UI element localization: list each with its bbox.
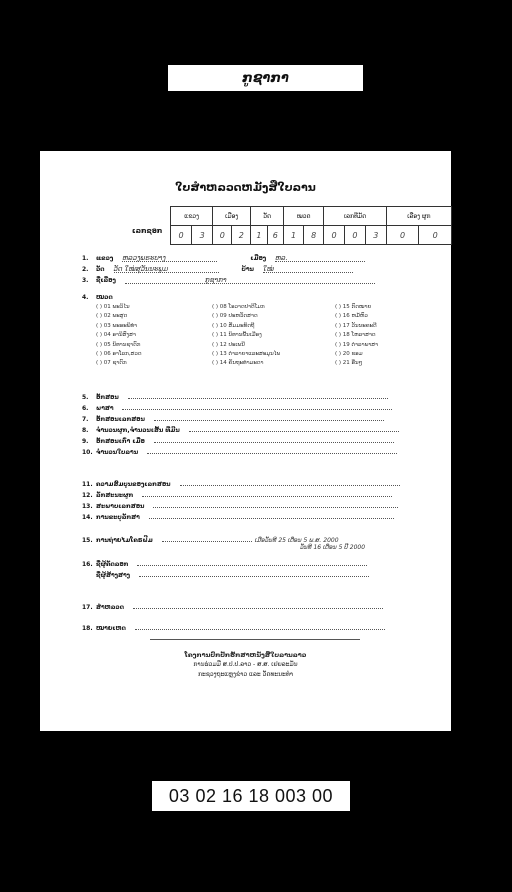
row-label: ເມືອງ — [250, 255, 267, 262]
row-copyist — [82, 558, 370, 568]
category-option[interactable]: ( ) 11 ນິທານພື້ນເມືອງ — [212, 332, 262, 339]
category-options-col2 — [212, 303, 280, 369]
row-number: 11. — [82, 481, 93, 488]
village-field[interactable] — [263, 265, 353, 273]
code-cell: 1 — [251, 226, 267, 245]
row-number: 2. — [82, 266, 89, 273]
category-option[interactable]: ( ) 09 ປະຫວັດສາດ — [212, 313, 258, 320]
city-value: ຫລ. — [275, 254, 288, 262]
province-value: ຫລວງພຣະບາງ — [122, 254, 166, 262]
row-number: 16. — [82, 561, 93, 568]
code-header: ວັດ — [251, 207, 284, 226]
microfilm-date-2: ວັນທີ 16 ເດືອນ 5 ປີ 2000 — [300, 544, 366, 551]
row-label: ຈຳນວນໃບລານ — [96, 449, 139, 456]
footer-project: ໂຄງການປົກປັກຮັກສາຫນັງສືໃບລານລາວ — [184, 651, 307, 659]
row-label: ສະພາບເລກສອນ — [96, 503, 145, 510]
row-number: 8. — [82, 427, 89, 434]
row-leaves — [82, 446, 400, 456]
category-option[interactable]: ( ) 03 ພະອະພິທຳ — [96, 322, 138, 329]
row-category — [82, 294, 119, 301]
material-field[interactable] — [154, 413, 384, 421]
row-number: 1. — [82, 255, 89, 262]
row-number: 12. — [82, 492, 93, 499]
category-option[interactable]: ( ) 06 ອາໂລກ,ສວດ — [96, 351, 142, 358]
row-survey — [82, 601, 386, 611]
category-option[interactable]: ( ) 18 ໂຫລາສາດ — [335, 332, 376, 339]
code-cell: 8 — [304, 226, 324, 245]
survey-field[interactable] — [133, 601, 383, 609]
category-option[interactable]: ( ) 08 ໂອວາດປາຕິໂມກ — [212, 304, 265, 310]
code-cell: 0 — [345, 226, 366, 245]
row-label: ອັກສອນ — [96, 394, 119, 401]
category-options-col1 — [96, 303, 142, 369]
row-number: 17. — [82, 604, 93, 611]
row-completeness — [82, 478, 403, 488]
row-number: 13. — [82, 503, 93, 510]
category-option[interactable]: ( ) 12 ປະເພນີ — [212, 341, 245, 348]
row-creator — [82, 569, 372, 579]
category-option[interactable]: ( ) 21 ອື່ນໆ — [335, 360, 363, 367]
row-microfilm-date2 — [300, 544, 365, 551]
form-title: ໃບສຳຫລວດຫມັງສືໃບລານ — [175, 181, 316, 194]
copyist-field[interactable] — [137, 558, 367, 566]
story-title-field[interactable] — [125, 276, 375, 284]
category-option[interactable]: ( ) 15 ກົດໝາຍ — [335, 304, 372, 310]
row-label: ອັກສອນເລກສອນ — [96, 416, 145, 423]
completeness-field[interactable] — [180, 478, 400, 486]
code-cell: 3 — [192, 226, 213, 245]
code-header: ເມືອງ — [213, 207, 251, 226]
category-option[interactable]: ( ) 16 ຫມໍ້ຫົວ — [335, 313, 368, 320]
category-option[interactable]: ( ) 17 ວັນນະຄະດີ — [335, 322, 377, 329]
category-options-col3 — [335, 303, 378, 369]
category-option[interactable]: ( ) 10 ສັມມະທິດຖີ — [212, 322, 255, 329]
temple-value: ວັດ ໃໝ່ສຸວັນນະພູມ — [113, 265, 169, 273]
code-cell: 3 — [365, 226, 386, 245]
province-field[interactable] — [122, 254, 217, 262]
row-number: 18. — [82, 625, 93, 632]
row-label: ວັດ — [96, 266, 105, 273]
bundle-type-field[interactable] — [142, 489, 392, 497]
row-material — [82, 413, 387, 423]
footer-ministry: ກະຊວງຖະແຫຼງຂ່າວ ແລະ ວັດທະນະທຳ — [197, 671, 294, 678]
row-label: ໝາຍເຫດ — [96, 625, 126, 632]
row-condition — [82, 500, 401, 510]
row-label: ການຂະບຸລັກສາ — [96, 514, 140, 521]
row-number: 5. — [82, 394, 89, 401]
code-label: ເລກຊອກ — [132, 227, 163, 235]
temple-field[interactable] — [114, 265, 219, 273]
story-title-value: ກູຊາກາ — [204, 276, 227, 284]
row-number: 14. — [82, 514, 93, 521]
category-option[interactable]: ( ) 07 ຊາດົກ — [96, 360, 127, 367]
condition-field[interactable] — [153, 500, 398, 508]
code-cell: 1 — [283, 226, 303, 245]
code-cell: 0 — [171, 226, 192, 245]
code-cell: 6 — [267, 226, 283, 245]
code-header: ໝວດ — [283, 207, 323, 226]
category-option[interactable]: ( ) 19 ຕຳລາພາສາ — [335, 341, 379, 348]
preservation-field[interactable] — [149, 511, 394, 519]
row-old-script — [82, 435, 397, 445]
category-option[interactable]: ( ) 01 ພະວິໄນ — [96, 304, 130, 310]
language-field[interactable] — [122, 402, 392, 410]
row-bundles — [82, 424, 402, 434]
row-story-title — [82, 276, 378, 284]
row-label: ລັກສະນະຜູກ — [96, 492, 134, 499]
category-option[interactable]: ( ) 05 ນິທານຊາດົກ — [96, 341, 141, 348]
row-province — [82, 254, 368, 262]
row-language — [82, 402, 395, 412]
row-label: ແຂວງ — [96, 255, 114, 262]
notes-field[interactable] — [135, 622, 385, 630]
row-number: 15. — [82, 537, 93, 544]
script-field[interactable] — [128, 391, 388, 399]
bundles-field[interactable] — [189, 424, 399, 432]
category-option[interactable]: ( ) 04 ອານິສົງສາ — [96, 332, 136, 339]
creator-field[interactable] — [139, 569, 369, 577]
row-script — [82, 391, 391, 401]
survey-form-sheet — [40, 151, 451, 731]
document-number: 03 02 16 18 003 00 — [152, 781, 350, 811]
row-label: ຈຳນວນຜູກ,ຈຳນວນເສັ້ນ ທີ່ມີນ — [96, 427, 180, 434]
code-cell: 0 — [419, 226, 452, 245]
code-header: ແຂວງ — [171, 207, 213, 226]
row-label: ບ້ານ — [241, 266, 254, 273]
category-option[interactable]: ( ) 14 ຄັນຖະທຳມະດາ — [212, 360, 264, 367]
category-option[interactable]: ( ) 20 ຂອມ — [335, 351, 363, 358]
row-label: ພາສາ — [96, 405, 114, 412]
code-table — [170, 206, 452, 245]
row-number: 4. — [82, 294, 89, 301]
microfilm-date: ເມື່ອວັນທີ 25 ເດືອນ 5 ພ.ສ. 2000 — [254, 537, 339, 544]
divider — [150, 639, 360, 640]
top-title-label: ກູຊາກາ — [168, 65, 363, 91]
row-notes — [82, 622, 388, 632]
row-label: ຄວາມສົມບູນຂອງເລກສອນ — [96, 481, 171, 488]
code-cell: 2 — [232, 226, 251, 245]
row-bundle-type — [82, 489, 395, 499]
category-option[interactable]: ( ) 13 ຕຳລາຍາແລະສະມຸນໄພ — [212, 351, 281, 358]
row-number: 6. — [82, 405, 89, 412]
code-cell: 0 — [386, 226, 419, 245]
row-number: 3. — [82, 277, 89, 284]
footer-cooperation: ການຮ່ວມມື ສ.ປ.ປ.ລາວ - ສ.ສ. ເຢຍລະມັນ — [193, 661, 298, 668]
row-number: 9. — [82, 438, 89, 445]
city-field[interactable] — [275, 254, 365, 262]
row-temple — [82, 265, 356, 273]
category-option[interactable]: ( ) 02 ພະສູດ — [96, 313, 128, 320]
row-label: ຊື່ເລື່ອງ — [96, 277, 116, 284]
row-label: ຊື່ຜູ້ຄັດລອກ — [96, 561, 129, 568]
microfilm-field[interactable] — [162, 534, 252, 542]
row-label: ການຖ່າຍໄມໂຄຣຟີມ — [96, 537, 153, 544]
row-label: ຊື່ຜູ້ສ້າງສາງ — [96, 572, 131, 579]
row-number: 10. — [82, 449, 93, 456]
code-cell: 0 — [324, 226, 345, 245]
row-preservation — [82, 511, 397, 521]
row-label: ສຳຫລວດ — [96, 604, 124, 611]
code-header: ເລກທີມັດ — [324, 207, 387, 226]
row-label: ໝວດ — [96, 294, 113, 301]
leaves-field[interactable] — [147, 446, 397, 454]
row-microfilm — [82, 534, 339, 544]
code-cell: 0 — [213, 226, 232, 245]
row-number: 7. — [82, 416, 89, 423]
village-value: ໃໝ່ — [262, 265, 274, 273]
row-label: ອັກສອນເກົ່າ ເມື່ອ — [96, 438, 145, 445]
old-script-field[interactable] — [154, 435, 394, 443]
code-header: ເລືອງ ຜູກ — [386, 207, 451, 226]
